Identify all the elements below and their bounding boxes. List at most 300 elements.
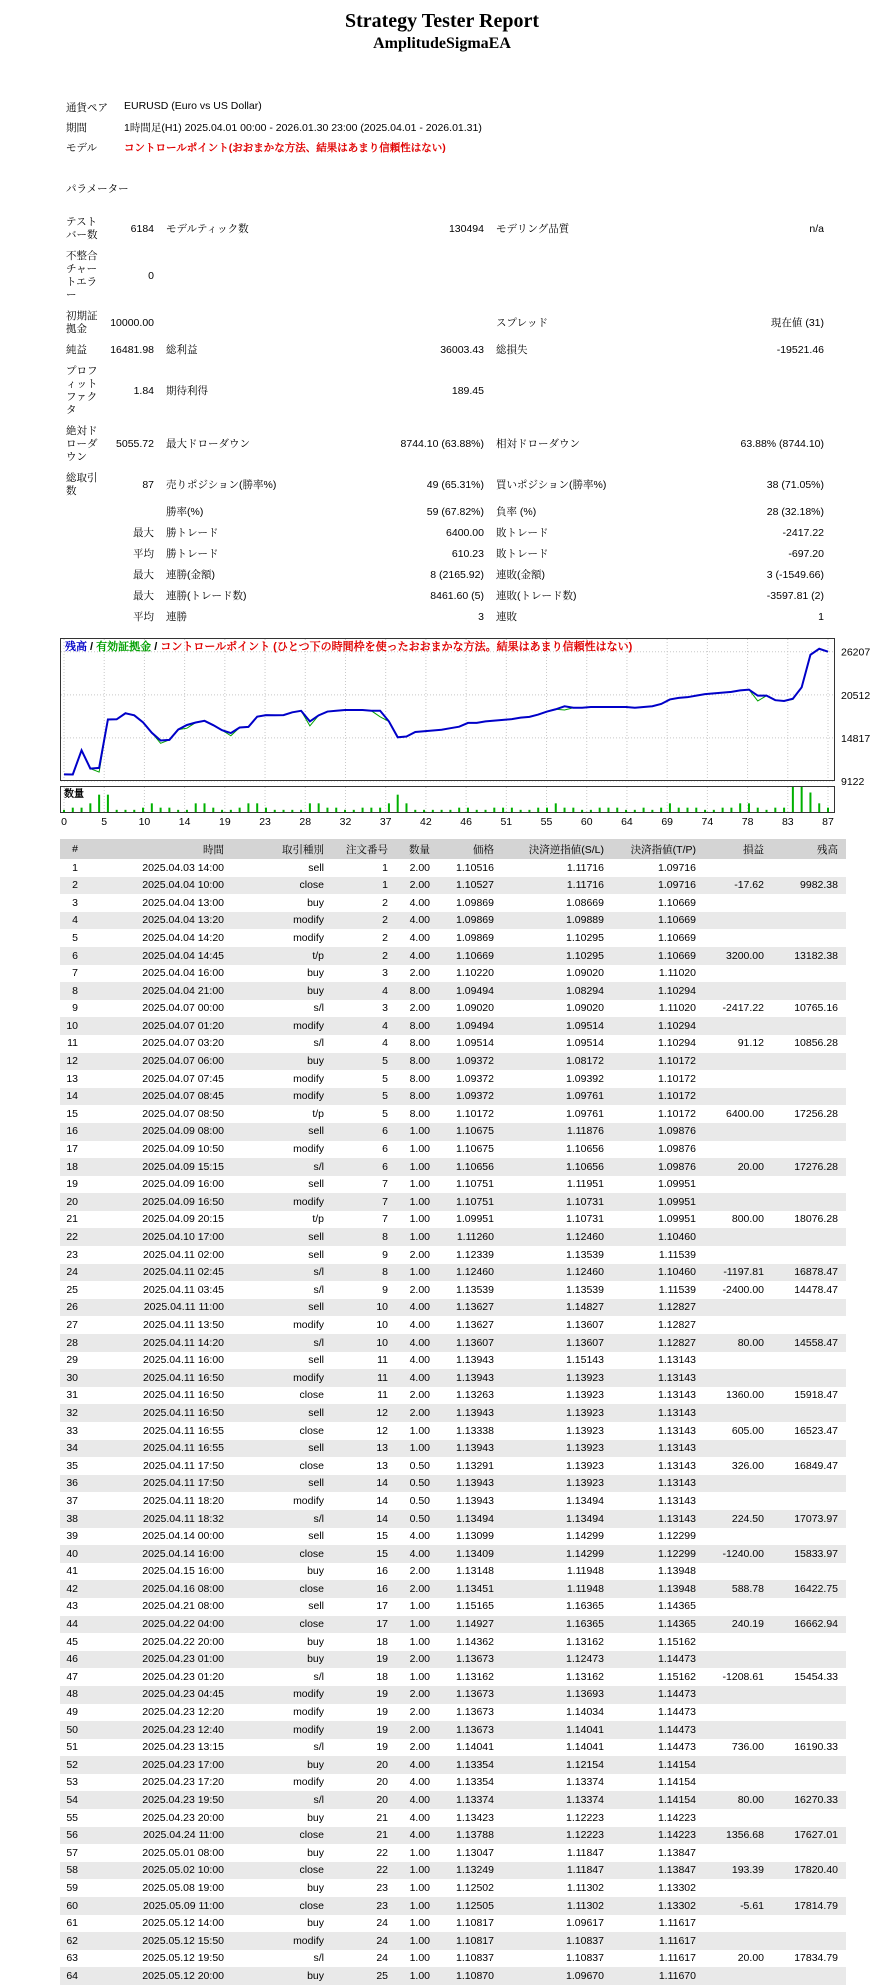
trade-cell: 2 (382, 949, 388, 962)
volume-label: 数量 (64, 789, 84, 800)
trade-cell (704, 1492, 772, 1510)
trade-cell: 1.13948 (658, 1582, 696, 1595)
trades-header-cell: # (60, 839, 86, 859)
trade-cell: 588.78 (731, 1582, 764, 1595)
trade-cell: 240.19 (731, 1618, 764, 1631)
stats-value: 最大 (133, 569, 154, 581)
trade-cell: 25 (66, 1283, 78, 1296)
trade-cell: 1.14473 (658, 1653, 696, 1666)
trade-cell: 3 (382, 967, 388, 980)
trades-header-cell: 決済逆指値(S/L) (502, 839, 612, 859)
x-axis-tick-label: 37 (379, 816, 392, 828)
trade-cell: 4.00 (409, 931, 430, 944)
trade-cell: 2025.04.11 18:20 (143, 1494, 224, 1507)
trade-cell (772, 1721, 846, 1739)
trade-cell: buy (307, 1565, 324, 1578)
trade-cell: 1.13693 (566, 1688, 604, 1701)
trade-cell: sell (308, 1354, 324, 1367)
trade-cell: 1.00 (409, 1864, 430, 1877)
x-axis-tick-label: 87 (822, 816, 834, 828)
trade-cell: 1.09372 (456, 1072, 494, 1085)
trade-cell: 1.13673 (456, 1688, 494, 1701)
trade-cell: modify (293, 1072, 324, 1085)
trade-cell: 1.10656 (456, 1160, 494, 1173)
trade-row (60, 1264, 846, 1282)
trade-cell: modify (293, 914, 324, 927)
stats-row (60, 607, 846, 628)
stats-label: 初期証拠金 (66, 310, 98, 335)
trade-cell: 2025.04.11 13:50 (143, 1318, 224, 1331)
trade-cell: 2025.04.09 16:50 (142, 1195, 224, 1208)
trade-cell (704, 1651, 772, 1669)
trade-cell (704, 1598, 772, 1616)
trade-cell: 1.10669 (658, 949, 696, 962)
report-title: Strategy Tester Report (344, 10, 540, 32)
trade-cell: 1.12502 (456, 1881, 494, 1894)
trade-cell: 4.00 (409, 1794, 430, 1807)
trade-cell (772, 1704, 846, 1722)
trade-row (60, 1334, 846, 1352)
trade-cell: 1.13354 (456, 1758, 494, 1771)
trade-cell (772, 859, 846, 877)
trade-cell: 5 (382, 1107, 388, 1120)
trade-cell: 1.13673 (456, 1723, 494, 1736)
x-axis-tick-label: 10 (138, 816, 151, 828)
trade-cell: 13 (66, 1072, 78, 1085)
trade-cell (704, 1809, 772, 1827)
trade-cell: 2025.04.22 04:00 (142, 1618, 224, 1631)
trade-cell: 1.14365 (658, 1618, 696, 1631)
trade-cell: 14 (376, 1494, 388, 1507)
trade-cell: 2025.04.23 01:00 (142, 1653, 224, 1666)
trade-cell: 1.10817 (456, 1917, 494, 1930)
symbol-value: EURUSD (Euro vs US Dollar) (124, 99, 262, 112)
trade-cell: 2.00 (409, 1565, 430, 1578)
volume-bar (651, 810, 653, 812)
trade-cell: close (299, 1864, 324, 1877)
trade-cell: 1.00 (409, 1899, 430, 1912)
volume-bar (239, 808, 241, 812)
trade-cell (704, 894, 772, 912)
stats-label (60, 502, 104, 523)
trade-cell (704, 1915, 772, 1933)
trade-cell: 2025.04.09 15:15 (142, 1160, 224, 1173)
stats-label (160, 246, 340, 306)
stats-label: テストバー数 (66, 216, 98, 241)
volume-bar (256, 803, 258, 812)
trade-cell: 14 (66, 1090, 78, 1103)
trade-cell: -1240.00 (722, 1547, 764, 1560)
trade-cell (704, 1070, 772, 1088)
trade-cell: close (299, 1424, 324, 1437)
volume-bar (397, 795, 399, 812)
legend-item-0: 残高 (65, 641, 87, 653)
trade-cell: s/l (313, 1283, 324, 1296)
trade-cell: 326.00 (731, 1459, 764, 1472)
volume-bar (766, 810, 768, 812)
stats-label: 総損失 (496, 344, 528, 356)
stats-label: 連勝(金額) (166, 569, 215, 581)
trade-cell: 80.00 (737, 1794, 764, 1807)
trades-header-cell: 数量 (396, 839, 438, 859)
trade-cell (772, 1316, 846, 1334)
trade-cell: 17834.79 (794, 1952, 838, 1965)
trade-cell: 2.00 (409, 1706, 430, 1719)
trade-cell: sell (308, 1178, 324, 1191)
x-axis-tick-label: 19 (218, 816, 231, 828)
trade-cell: 1.09372 (456, 1090, 494, 1103)
trade-cell: 2025.04.07 08:50 (142, 1107, 224, 1120)
trade-cell: 2.00 (409, 1248, 430, 1261)
trade-cell: sell (308, 1301, 324, 1314)
trade-cell: 1.13943 (456, 1371, 494, 1384)
volume-bar (247, 803, 249, 812)
trade-cell: 2.00 (409, 861, 430, 874)
trade-cell: 1.13249 (456, 1864, 494, 1877)
trade-cell: 1.10837 (456, 1952, 494, 1965)
trade-cell: 1.10731 (566, 1213, 604, 1226)
trade-cell: 8.00 (409, 1107, 430, 1120)
legend-item-2: コントロールポイント (ひとつ下の時間枠を使ったおおまかな方法。結果はあまり信頼性はない) (160, 641, 633, 653)
stats-label: 総取引数 (66, 472, 98, 497)
trade-row (60, 982, 846, 1000)
volume-bar (72, 808, 74, 812)
volume-bar (291, 810, 293, 812)
trade-cell: s/l (313, 1037, 324, 1050)
trade-row (60, 1915, 846, 1933)
trade-cell: modify (293, 1143, 324, 1156)
trade-cell: 1.09876 (658, 1143, 696, 1156)
trade-cell: 2025.04.11 11:00 (143, 1301, 224, 1314)
stats-value: 5055.72 (116, 438, 154, 450)
volume-bar (660, 808, 662, 812)
trade-cell: 1.00 (409, 1618, 430, 1631)
stats-value (340, 246, 490, 306)
trade-cell (772, 912, 846, 930)
x-axis-tick-label: 32 (339, 816, 352, 828)
x-axis-tick-label: 23 (259, 816, 271, 828)
trade-cell: 10 (376, 1318, 388, 1331)
trade-cell: -2417.22 (722, 1002, 764, 1015)
trade-cell: 1.10172 (456, 1107, 494, 1120)
trade-cell: 2025.04.04 13:00 (142, 896, 224, 909)
trade-cell: 11 (377, 1371, 388, 1384)
trade-cell: 3 (382, 1002, 388, 1015)
trade-cell: 1.14473 (658, 1741, 696, 1754)
trade-row (60, 894, 846, 912)
volume-bar (774, 808, 776, 812)
report-header (0, 10, 884, 53)
trade-cell: sell (308, 1530, 324, 1543)
trade-cell: 2025.04.09 08:00 (142, 1125, 224, 1138)
balance-chart (60, 638, 884, 833)
stats-value: 3 (478, 611, 484, 623)
trade-cell: 2.00 (409, 1723, 430, 1736)
volume-bar (212, 808, 214, 812)
trade-cell: 1.10870 (456, 1969, 494, 1982)
trade-cell: 1.12827 (658, 1301, 696, 1314)
volume-bar (581, 810, 583, 812)
trade-cell: 10765.16 (794, 1002, 838, 1015)
stats-label (160, 306, 340, 340)
stats-value (104, 502, 160, 523)
trade-cell (772, 1844, 846, 1862)
trade-row (60, 1774, 846, 1792)
period-value: 1時間足(H1) 2025.04.01 00:00 - 2026.01.30 23:00 (2025.04.01 - 2026.01.31) (124, 121, 482, 134)
trade-cell: 1.11020 (658, 967, 696, 980)
stats-label (60, 523, 104, 544)
trade-cell: 1.13162 (566, 1635, 604, 1648)
trade-cell: 1.13494 (456, 1512, 494, 1525)
trade-cell: 1.13143 (658, 1442, 696, 1455)
trades-header-cell: 決済指値(T/P) (612, 839, 704, 859)
trade-cell: 2.00 (409, 1688, 430, 1701)
trade-cell: 1.14299 (566, 1530, 604, 1543)
trade-cell: 63 (66, 1952, 78, 1965)
trade-cell: 2025.04.24 11:00 (143, 1829, 224, 1842)
trade-cell: close (299, 1459, 324, 1472)
trade-cell: -5.61 (740, 1899, 764, 1912)
trade-cell: modify (293, 1723, 324, 1736)
trade-cell: 2025.04.11 02:45 (143, 1266, 224, 1279)
volume-bar (326, 808, 328, 812)
trade-cell: 1.10460 (658, 1266, 696, 1279)
volume-bar (722, 808, 724, 812)
volume-bar (124, 810, 126, 812)
trade-cell: 1.09514 (456, 1037, 494, 1050)
trade-cell: 1.10527 (456, 879, 494, 892)
trade-cell: 1.00 (409, 1143, 430, 1156)
trade-cell: 1.13494 (566, 1494, 604, 1507)
volume-bar (678, 808, 680, 812)
trade-cell: 1.14223 (658, 1829, 696, 1842)
trade-cell: 16 (66, 1125, 78, 1138)
trade-cell: 800.00 (731, 1213, 764, 1226)
trade-cell: 2025.04.07 00:00 (142, 1002, 224, 1015)
trade-cell: 1.10294 (658, 1037, 696, 1050)
trade-cell: 21 (376, 1811, 388, 1824)
trade-cell (704, 982, 772, 1000)
trade-cell: 42 (66, 1582, 78, 1595)
trade-cell: 1.09951 (658, 1195, 696, 1208)
trade-cell: -1197.81 (723, 1266, 764, 1279)
trade-cell: 1.12460 (566, 1266, 604, 1279)
trade-cell (772, 1967, 846, 1985)
trade-cell: 1.12223 (566, 1811, 604, 1824)
trade-cell: 1.14473 (658, 1688, 696, 1701)
stats-value: -3597.81 (2) (766, 590, 824, 602)
trade-cell: 1.09951 (658, 1213, 696, 1226)
stats-label: モデリング品質 (496, 222, 570, 235)
volume-bar (432, 810, 434, 812)
trade-cell: 1.09761 (566, 1107, 604, 1120)
trade-cell: 1.08294 (566, 984, 604, 997)
trade-cell: 3200.00 (726, 949, 764, 962)
volume-bar (274, 810, 276, 812)
trade-cell: 21 (376, 1829, 388, 1842)
stats-value: 87 (142, 478, 154, 491)
stats-row (60, 361, 846, 421)
trade-row (60, 1105, 846, 1123)
trade-cell: 47 (66, 1670, 78, 1683)
trade-cell (704, 1721, 772, 1739)
stats-table (60, 212, 846, 628)
trade-cell: 2025.05.09 11:00 (143, 1899, 224, 1912)
trade-cell: 9 (72, 1002, 78, 1015)
trade-cell: 53 (66, 1776, 78, 1789)
trade-cell: 1.13047 (456, 1846, 494, 1859)
trade-cell: 1.13143 (658, 1424, 696, 1437)
trade-row (60, 1827, 846, 1845)
trade-cell (704, 1299, 772, 1317)
trade-cell: 13 (376, 1459, 388, 1472)
trade-cell (772, 1070, 846, 1088)
trade-row (60, 1193, 846, 1211)
trade-cell: 1.13143 (658, 1477, 696, 1490)
trade-cell: 2025.04.11 02:00 (143, 1248, 224, 1261)
trade-cell: 2 (382, 914, 388, 927)
trade-row (60, 929, 846, 947)
trade-cell: 1356.68 (726, 1829, 764, 1842)
x-axis-tick-label: 51 (500, 816, 513, 828)
volume-bar (133, 810, 135, 812)
stats-value: 平均 (133, 611, 154, 623)
trade-cell: 34 (66, 1442, 78, 1455)
trade-row (60, 1879, 846, 1897)
stats-label: 勝率(%) (166, 506, 204, 518)
trade-cell: 2025.05.12 15:50 (142, 1934, 224, 1947)
stats-value: 49 (65.31%) (426, 478, 484, 491)
trade-cell: 13 (376, 1442, 388, 1455)
trade-cell: 10856.28 (794, 1037, 838, 1050)
trade-cell: 14558.47 (794, 1336, 838, 1349)
trade-cell (704, 929, 772, 947)
trade-cell: 2025.04.07 07:45 (142, 1072, 224, 1085)
trade-row (60, 1598, 846, 1616)
trade-cell: 1.10751 (456, 1195, 494, 1208)
trade-cell: 19 (376, 1706, 388, 1719)
volume-bar (353, 810, 355, 812)
trade-cell (704, 1088, 772, 1106)
trade-cell: 17814.79 (794, 1899, 838, 1912)
trade-cell (704, 1017, 772, 1035)
trade-cell: 6 (382, 1160, 388, 1173)
trade-cell: 16270.33 (794, 1794, 838, 1807)
x-axis-tick-label: 83 (781, 816, 794, 828)
trade-cell: 16849.47 (794, 1459, 838, 1472)
trade-cell (704, 1141, 772, 1159)
trade-cell: 2025.04.11 16:50 (143, 1389, 224, 1402)
trade-cell: modify (293, 1019, 324, 1032)
stats-label (60, 607, 104, 628)
trade-cell (772, 1123, 846, 1141)
trade-cell: 1.13539 (456, 1283, 494, 1296)
y-axis-tick-label: 26207 (841, 646, 871, 659)
trade-cell: 1.13948 (658, 1565, 696, 1578)
stats-value: 平均 (133, 548, 154, 560)
volume-bar (300, 810, 302, 812)
trade-cell (704, 1123, 772, 1141)
volume-bar (616, 808, 618, 812)
trade-cell: 18076.28 (794, 1213, 838, 1226)
trade-cell: 2025.04.22 20:00 (142, 1635, 224, 1648)
trade-row (60, 965, 846, 983)
trade-cell: buy (307, 1917, 324, 1930)
trade-cell: 1.00 (409, 1160, 430, 1173)
trade-cell: 24 (66, 1266, 78, 1279)
trade-cell: 1.12460 (566, 1231, 604, 1244)
trade-cell: 17820.40 (794, 1864, 838, 1877)
volume-bar (502, 808, 504, 812)
volume-bar (318, 803, 320, 812)
trade-cell (772, 982, 846, 1000)
volume-bar (599, 808, 601, 812)
trade-cell: 2025.05.08 19:00 (142, 1881, 224, 1894)
trade-cell: 1.09876 (658, 1125, 696, 1138)
stats-value: 28 (32.18%) (766, 506, 824, 518)
stats-label (490, 361, 680, 421)
trade-cell: 1.12299 (658, 1530, 696, 1543)
trade-cell: 10 (376, 1301, 388, 1314)
trade-cell: 605.00 (731, 1424, 764, 1437)
trade-cell: 1.09514 (566, 1019, 604, 1032)
trade-cell: 1.09876 (658, 1160, 696, 1173)
trade-cell: sell (308, 1125, 324, 1138)
trade-cell: 2025.04.11 16:50 (143, 1371, 224, 1384)
trade-cell: 48 (66, 1688, 78, 1701)
volume-bar (309, 803, 311, 812)
trade-cell: 5 (382, 1090, 388, 1103)
trade-row (60, 1897, 846, 1915)
trade-cell: 5 (72, 931, 78, 944)
x-axis-tick-label: 0 (61, 816, 67, 828)
trade-cell: 1.10172 (658, 1072, 696, 1085)
trade-cell: 1.13607 (566, 1336, 604, 1349)
trade-cell: 2025.05.12 14:00 (142, 1917, 224, 1930)
trade-cell: 1.09869 (456, 896, 494, 909)
trade-cell: 2.00 (409, 1283, 430, 1296)
parameters-label: パラメーター (66, 183, 129, 195)
trade-cell: 1.11302 (566, 1881, 604, 1894)
stats-label: プロフィットファクタ (66, 365, 98, 416)
stats-value: 8461.60 (5) (430, 590, 484, 602)
trade-cell: 27 (66, 1318, 78, 1331)
trade-cell: 21 (66, 1213, 78, 1226)
trade-cell: 2025.04.15 16:00 (142, 1565, 224, 1578)
trade-cell: s/l (313, 1512, 324, 1525)
trade-cell: 19 (376, 1688, 388, 1701)
trade-cell (704, 1475, 772, 1493)
trade-cell (772, 1404, 846, 1422)
stats-row (60, 565, 846, 586)
trade-cell: 1.13263 (456, 1389, 494, 1402)
trade-cell: 1.13354 (456, 1776, 494, 1789)
trade-cell: 1.14034 (566, 1706, 604, 1719)
volume-bar (414, 810, 416, 812)
trade-cell (772, 1686, 846, 1704)
trade-cell: 1.11951 (566, 1178, 604, 1191)
trade-cell: close (299, 1547, 324, 1560)
trade-cell: 1.00 (409, 1424, 430, 1437)
trade-cell: 2.00 (409, 1582, 430, 1595)
trade-cell: 50 (66, 1723, 78, 1736)
trade-cell: 1.14927 (456, 1618, 494, 1631)
trade-cell: 16878.47 (794, 1266, 838, 1279)
trade-row (60, 859, 846, 877)
trade-cell: 2025.04.11 17:50 (143, 1459, 224, 1472)
trade-cell: 1.13143 (658, 1389, 696, 1402)
trade-cell: 1.16365 (566, 1600, 604, 1613)
